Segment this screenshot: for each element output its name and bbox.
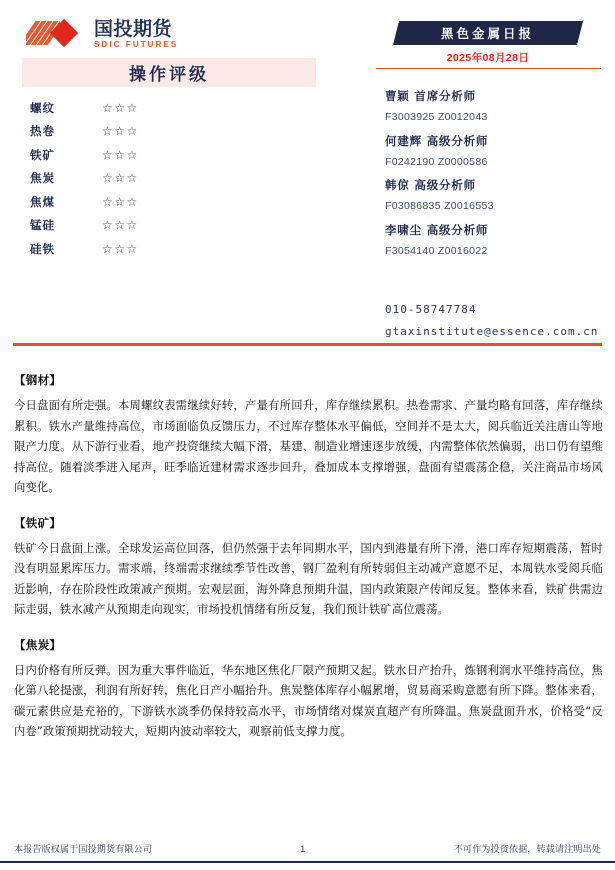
report-section — [14, 515, 603, 621]
rating-commodity-name: 锰硅 — [30, 218, 55, 233]
logo-mark-icon — [26, 19, 90, 47]
date-divider — [376, 68, 601, 69]
company-logo — [26, 19, 178, 49]
analyst-license-code: F3003925 Z0012043 — [385, 111, 488, 123]
analyst-license-code: F03086835 Z0016553 — [385, 200, 494, 212]
rating-stars: ☆☆☆ — [102, 100, 139, 115]
footer-copyright: 本报告版权属于国投期货有限公司 — [14, 845, 153, 855]
analyst-license-code: F3054140 Z0016022 — [385, 244, 488, 257]
rating-row — [30, 190, 320, 214]
analyst-name: 何建辉 高级分析师 — [385, 133, 489, 148]
rating-row — [30, 214, 320, 238]
section-body: 铁矿今日盘面上涨。全球发运高位回落，但仍然强于去年同期水平，国内到港量有所下滑，港口库存短期震荡，暂时没有明显累库压力。需求端，终端需求继续季节性改善，钢厂盈利有所转弱但主动减产意愿不足，本周铁水受阅兵临近影响，存在阶段性政策减产预期。宏观层面，海外降息预期升温，国内政策限产传闻反复。整体来看，铁矿供需边际走弱，铁水减产从预期走向现实，市场投机情绪有所反复，我们预计铁矿高位震荡。 — [14, 541, 603, 616]
logo-text — [94, 19, 178, 49]
report-header — [0, 0, 615, 345]
analyst-license-code: F0242190 Z0000586 — [385, 155, 488, 168]
analyst-entry — [385, 177, 615, 212]
section-body: 今日盘面有所走强。本周螺纹表需继续好转，产量有所回升，库存继续累积。热卷需求、产量均略有回落，库存继续累积。铁水产量维持高位，市场面临负反馈压力，不过库存整体水平偏低，空间并不是太大，阅兵临近关注唐山等地限产力度。从下游行业看，地产投资继续大幅下滑，基建、制造业增速逐步放缓，内需整体依然偏弱，出口仍有望维持高位。随着淡季进入尾声，旺季临近建材需求逐步回升，叠加成本支撑增强，盘面有望震荡企稳，关注商品市场风向变化。 — [14, 399, 603, 494]
analyst-name: 李啸尘 高级分析师 — [385, 222, 489, 237]
rating-commodity-name: 焦煤 — [30, 194, 55, 209]
analyst-entry — [385, 133, 615, 168]
rating-commodity-name: 螺纹 — [30, 100, 55, 115]
contact-phone: 010-58747784 — [385, 303, 477, 316]
page-footer — [14, 842, 601, 855]
section-title: 【焦炭】 — [14, 637, 62, 652]
rating-list — [30, 96, 320, 261]
rating-commodity-name: 硅铁 — [30, 241, 55, 256]
rating-stars: ☆☆☆ — [102, 194, 139, 209]
rating-row — [30, 143, 320, 167]
contact-email[interactable]: gtaxinstitute@essence.com.cn — [385, 325, 599, 338]
analyst-name: 韩倞 高级分析师 — [385, 178, 476, 192]
report-title-banner — [393, 21, 583, 45]
operation-rating-banner — [22, 58, 316, 87]
rating-stars: ☆☆☆ — [102, 124, 139, 139]
rating-commodity-name: 焦炭 — [30, 171, 55, 186]
section-title: 【铁矿】 — [14, 515, 62, 530]
header-divider — [13, 343, 602, 346]
analyst-entry — [385, 222, 615, 257]
section-body: 日内价格有所反弹。因为重大事件临近，华东地区焦化厂限产预期又起。铁水日产抬升，炼钢利润水平维持高位，焦化第八轮提涨，利润有所好转，焦化日产小幅抬升。焦炭整体库存小幅累增，贸易商采购意愿有所下降。整体来看，碳元素供应是充裕的，下游铁水淡季仍保持较高水平，市场情绪对煤炭直超产有所降温。焦炭盘面升水，价格受“反内卷”政策预期扰动较大，短期内波动率较大，观察前低支撑力度。 — [14, 663, 603, 738]
rating-commodity-name: 热卷 — [30, 124, 55, 139]
analyst-name: 曹颖 首席分析师 — [385, 89, 476, 103]
footer-divider — [0, 861, 615, 863]
operation-rating-title: 操作评级 — [129, 65, 209, 85]
report-title: 黑色金属日报 — [441, 26, 535, 41]
rating-row — [30, 167, 320, 191]
rating-row — [30, 120, 320, 144]
report-section — [14, 372, 603, 499]
rating-stars: ☆☆☆ — [102, 241, 139, 256]
logo-company-name-cn: 国投期货 — [94, 18, 173, 40]
rating-stars: ☆☆☆ — [102, 218, 139, 233]
rating-commodity-name: 铁矿 — [30, 147, 55, 162]
footer-disclaimer: 不可作为投资依据，转载请注明出处 — [453, 845, 601, 855]
rating-row — [30, 96, 320, 120]
contact-block — [385, 303, 615, 347]
logo-company-name-en: SDIC FUTURES — [94, 40, 179, 49]
report-date: 2025年08月28日 — [446, 52, 530, 64]
analyst-entry — [385, 88, 615, 123]
section-title: 【钢材】 — [14, 373, 62, 387]
report-body — [14, 372, 603, 759]
rating-stars: ☆☆☆ — [102, 147, 139, 162]
rating-row — [30, 237, 320, 261]
report-section — [14, 637, 603, 743]
footer-page-number: 1 — [300, 843, 306, 854]
analyst-list — [385, 88, 615, 266]
rating-stars: ☆☆☆ — [102, 171, 139, 186]
